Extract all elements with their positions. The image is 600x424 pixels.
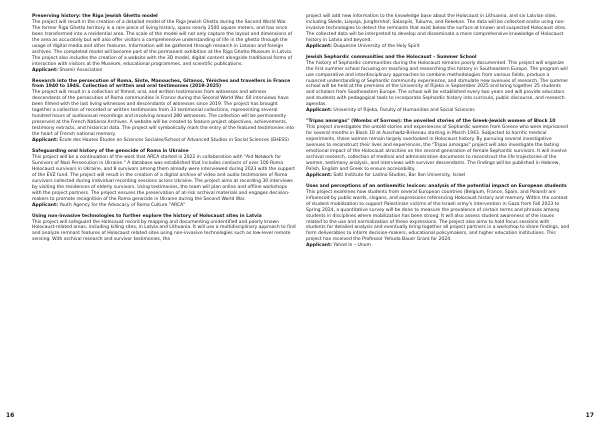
applicant-label: Applicant:: [306, 43, 332, 49]
project-description: The project will result in the creation of a detailed model of the Riga Jewish Ghetto during the Second World War. The former Riga Ghetto territory is a rare piece of living history, spans nearly 2500 square meters, and has since been transformed into a residential area. The scale of the model will not only capture the layout and dimensions of the area as accurately but will also offer visitors a comprehensive understanding of life in the ghetto through the usage of digital media and other features. Information will be gathered through research in Latvian and foreign archives. The completed model will become part of the permanent exhibition at the Riga Ghetto Museum in Latvia. The project also includes the creation of a website with the 3D model, digital content alongside traditional forms of interaction with visitors at the Museum, educational programmes, and scientific publications.: [32, 19, 293, 67]
project-description: The project will result in a collection of filmed, oral, and written testimonies from witnesses and witness descendants of the persecution of Roma communities in France during the Second World War. 60 interviews have been filmed with the last living witnesses and descendants of witnesses since 2019. The project has brought together a collection of recorded or written testimonies from 33 testimonial collections, representing several hundred hours of audiovisual recordings and involving around 280 witnesses. The collection will be permanently preserved at the French National Archives. A website will be created to feature project objectives, achievements, testimony extracts, and historical data. The project will symbolically mark the entry of the featured testimonies into the heart of French national memory.: [32, 90, 294, 138]
applicant-name: Youth Agency for the Advocacy of Roma Culture "ARCA": [59, 202, 186, 208]
applicant-line: [32, 68, 296, 74]
applicant-label: Applicant:: [32, 202, 58, 208]
applicant-label: Applicant:: [306, 172, 332, 178]
applicant-line: [306, 173, 570, 179]
applicant-name: Yahad In – Unum: [333, 243, 371, 249]
applicant-line: [306, 108, 570, 114]
applicant-label: Applicant:: [32, 138, 58, 144]
project-entry: [306, 55, 570, 115]
project-title: Uses and perceptions of an antisemitic lexicon: analysis of the potential impact on European students: [306, 183, 567, 189]
applicant-name: Salti Institute for Ladino Studies, Bar Ilan University, Israel: [333, 172, 466, 178]
project-entry: [306, 184, 570, 249]
project-title: "Tripas amargas" (Wombs of Sorrow): the unveiled stories of the Greek-Jewish women of Block 10: [306, 119, 556, 125]
project-entry: [32, 214, 296, 244]
project-description: project will add new information to the knowledge base about the Holocaust in Lithuania, and six Latvian sites, including Skede, Liepaja, Jungfernhof, Salaspils, Tukums, and Rekekne. The data will be collected onsite using non-invasive technologies to detect the remnants that exist below the surface at known and suspected Holocaust sites. The collected data will be interpreted to develop and disseminate a more comprehensive knowledge of Holocaust history in Latvia and beyond.: [306, 14, 567, 43]
applicant-name: Duquesne University of the Holy Spirit: [333, 43, 420, 49]
project-entry: [32, 79, 296, 144]
project-description: This project will safeguard the Holocaust record by mapping and documenting unidentified and poorly known Holocaust-related areas, including killing sites, in Latvia and Lithuania. It will use a multidisciplinary approach to find and analyze remnant features of Holocaust related sites using non-invasive technologies such as low-level remote sensing. With archival research and survivor testimonies, the: [32, 219, 296, 243]
applicant-line: [306, 44, 570, 50]
project-description: This project examines how students from several European countries (Belgium, France, Spain, and Poland) are influenced by public words, slogans, and expressions referencing Holocaust history and memory. Within the context of student mobilization to support Palestinian victims of the Israeli army's intervention in Gaza from Fall 2023 to Spring 2024, a quantitative survey will be done to measure the prevalence of certain terms and phrases among students in disciplines where mobilization has been strong. It will also assess student awareness of the issues related to the use and normalization of these expressions. The project also aims to hold focus sessions with students for detailed analysis and eventually bring together all project partners in a workshop to share findings, and form deliverables to inform decision-makers, educational policymakers, and higher education institutions. This project has received the Professor Yehuda Bauer Grant for 2024.: [306, 189, 570, 243]
project-title: Preserving history: the Riga Jewish Ghetto model: [32, 14, 158, 19]
applicant-label: Applicant:: [306, 108, 332, 114]
applicant-line: [306, 243, 570, 249]
project-entry: [32, 14, 296, 74]
applicant-label: Applicant:: [32, 67, 58, 73]
project-title: Research into the persecution of Roma, Sinte, Manouches, Gitanos, Yéniches and travellers in France from 1940 to 1946. Collection of written and oral testimonies (2019-2025): [32, 78, 291, 90]
project-entry: [32, 149, 296, 209]
page-number-right: 17: [585, 412, 594, 419]
applicant-line: [32, 203, 296, 209]
project-entry: [306, 119, 570, 179]
right-page-column: [306, 14, 570, 254]
project-title: Using non-invasive technologies to further explore the history of Holocaust sites in Latvia: [32, 213, 262, 219]
project-title: Safeguarding oral history of the genocide of Roma in Ukraine: [32, 149, 189, 155]
applicant-label: Applicant:: [306, 243, 332, 249]
project-entry: [306, 14, 570, 50]
left-page-column: [32, 14, 296, 248]
applicant-name: University of Rijeka, Faculty of Humanities and Social Sciences: [333, 108, 475, 114]
project-description: This project investigates the untold stories and experiences of Sephardic women from Greece who were imprisoned for several months in Block 10 at Auschwitz-Birkenau starting in March 1943. Subjected to horrific medical experiments, these women remain largely overlooked in Holocaust history. By pursuing several investigative avenues to reconstruct their lives and experiences, the "Tripas amargas" project will also investigate the lasting emotional impact of the Holocaust atrocities on the second generation of female Sephardic survivors. It will involve archival research, collection of medical and administrative documents to reconstruct the life trajectories of the women, testimony analysis, and interviews with survivor descendants. The findings will be published in Hebrew, Polish, English and Greek to ensure accessibility.: [306, 125, 568, 172]
applicant-line: [32, 138, 296, 144]
page-number-left: 16: [6, 412, 15, 419]
applicant-name: École des Hautes Études en Sciences Sociales/School of Advanced Studies in Social Sciences (EHESS): [59, 138, 289, 144]
applicant-name: Shamir Association: [59, 67, 103, 73]
project-title: Jewish Sephardic communities and the Holocaust – Summer School: [306, 54, 477, 60]
project-description: This project will be a continuation of the work that ARCA started in 2022 in collaboration with "Aid Network for Survivors of Nazi Persecution in Ukraine." A database was established that includes contacts of over 100 Roma Holocaust survivors in Ukraine, and 8 survivors among them already were interviewed during 2023 with the support of the EVZ fund. The project will result in the creation of a digital archive of video and audio testimonies of Roma survivors collected during individual recording sessions across Ukraine. The project aims at recording 30 interviews by visiting the residences of elderly survivors. Using testimonies, the team will plan online and offline workshops with the project partners. The project ensures the preservation of at-risk archival materials and engages decision-makers to promote recognition of the Roma genocide in Ukraine during the Second World War.: [32, 154, 295, 202]
project-description: The history of Sephardic communities during the Holocaust remains poorly documented. This project will organize the first summer school focusing on teaching and researching this history in Southeastern Europe. The program will use comparative and interdisciplinary approaches to combine methodologies from various fields, produce a nuanced understanding of Sephardic community experiences, and stimulate new avenues of research. The summer school will be held at the premises of the University of Rijeka in September 2025 and bring together 25 students and scholars from Southeastern Europe. The school will be established every two years and will provide educators and students with pedagogical tools to incorporate Sephardic history into curricula, public discourse, and research agendas.: [306, 60, 569, 108]
